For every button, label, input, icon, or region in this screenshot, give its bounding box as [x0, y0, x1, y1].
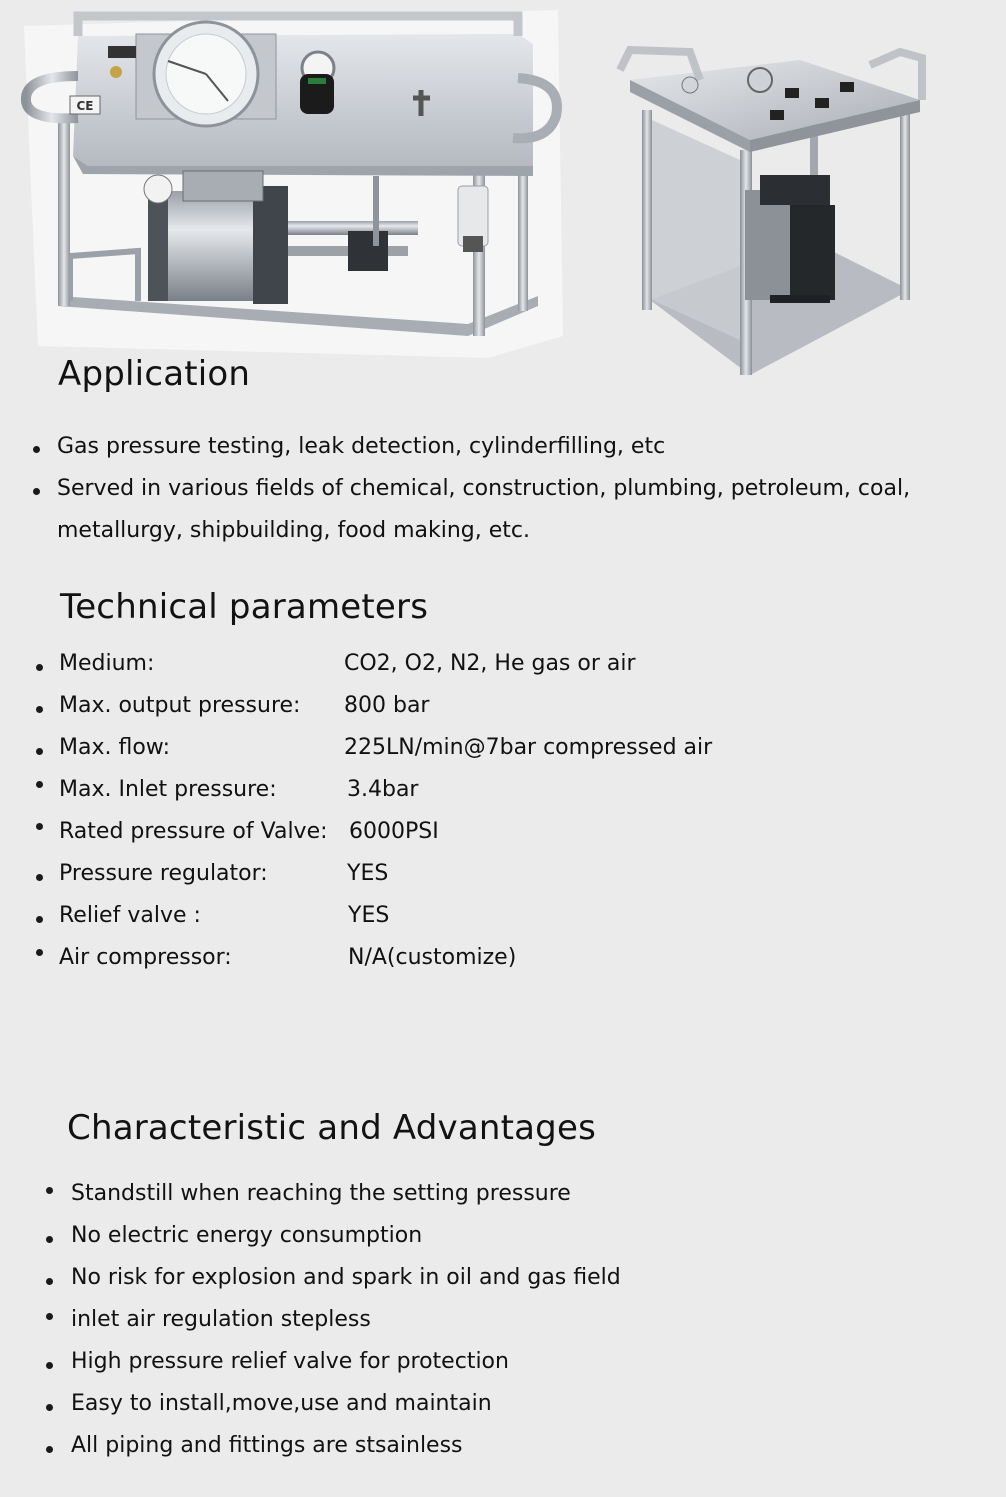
list-item [71, 1215, 621, 1257]
bullet-icon [36, 748, 43, 755]
bullet-icon [46, 1404, 53, 1411]
ce-mark: CE [76, 99, 94, 113]
list-item [57, 426, 982, 468]
list-item-text: High pressure relief valve for protection [71, 1349, 509, 1374]
param-value: CO2, O2, N2, He gas or air [344, 651, 636, 676]
list-item-text: inlet air regulation stepless [71, 1307, 371, 1332]
list-item-text: Served in various fields of chemical, construction, plumbing, petroleum, coal, metallurgy, shipbuilding, food making, etc. [57, 476, 911, 543]
bullet-icon [46, 1362, 53, 1369]
list-item [57, 468, 982, 552]
list-item [71, 1383, 621, 1425]
param-label: Air compressor: [59, 945, 232, 970]
bullet-icon [46, 1446, 53, 1453]
list-item-text: Easy to install,move,use and maintain [71, 1391, 492, 1416]
bullet-icon [36, 781, 43, 788]
list-item [71, 1341, 621, 1383]
param-value: 225LN/min@7bar compressed air [344, 735, 713, 760]
param-value: 3.4bar [347, 777, 419, 802]
param-label: Relief valve : [59, 903, 201, 928]
list-item [71, 1257, 621, 1299]
param-value: 6000PSI [349, 819, 439, 844]
param-label: Rated pressure of Valve: [59, 819, 328, 844]
list-item [71, 1425, 621, 1467]
bullet-icon [36, 664, 43, 671]
list-item-text: No risk for explosion and spark in oil and gas field [71, 1265, 621, 1290]
bullet-icon [46, 1313, 53, 1320]
list-item-text: No electric energy consumption [71, 1223, 423, 1248]
bullet-icon [46, 1187, 53, 1194]
application-list [57, 426, 982, 552]
list-item [71, 1299, 621, 1341]
product-photo-front [18, 6, 563, 358]
bullet-icon [36, 706, 43, 713]
list-item [71, 1173, 621, 1215]
bullet-icon [33, 446, 40, 453]
bullet-icon [46, 1236, 53, 1243]
bullet-icon [36, 874, 43, 881]
list-item-text: All piping and fittings are stsainless [71, 1433, 463, 1458]
bullet-icon [33, 488, 40, 495]
bullet-icon [46, 1278, 53, 1285]
param-label: Pressure regulator: [59, 861, 268, 886]
bullet-icon [36, 916, 43, 923]
param-value: YES [347, 861, 389, 886]
bullet-icon [36, 949, 43, 956]
application-heading: Application [58, 354, 251, 394]
characteristics-list [71, 1173, 621, 1467]
param-label: Max. flow: [59, 735, 170, 760]
bullet-icon [36, 823, 43, 830]
characteristics-heading: Characteristic and Advantages [67, 1108, 596, 1148]
param-value: 800 bar [344, 693, 430, 718]
list-item-text: Standstill when reaching the setting pressure [71, 1181, 571, 1206]
product-photo-angled [610, 40, 940, 375]
list-item-text: Gas pressure testing, leak detection, cylinderfilling, etc [57, 434, 666, 459]
technical-parameters-heading: Technical parameters [60, 587, 429, 627]
param-value: N/A(customize) [348, 945, 517, 970]
param-value: YES [348, 903, 390, 928]
param-label: Medium: [59, 651, 155, 676]
param-label: Max. Inlet pressure: [59, 777, 277, 802]
param-label: Max. output pressure: [59, 693, 301, 718]
